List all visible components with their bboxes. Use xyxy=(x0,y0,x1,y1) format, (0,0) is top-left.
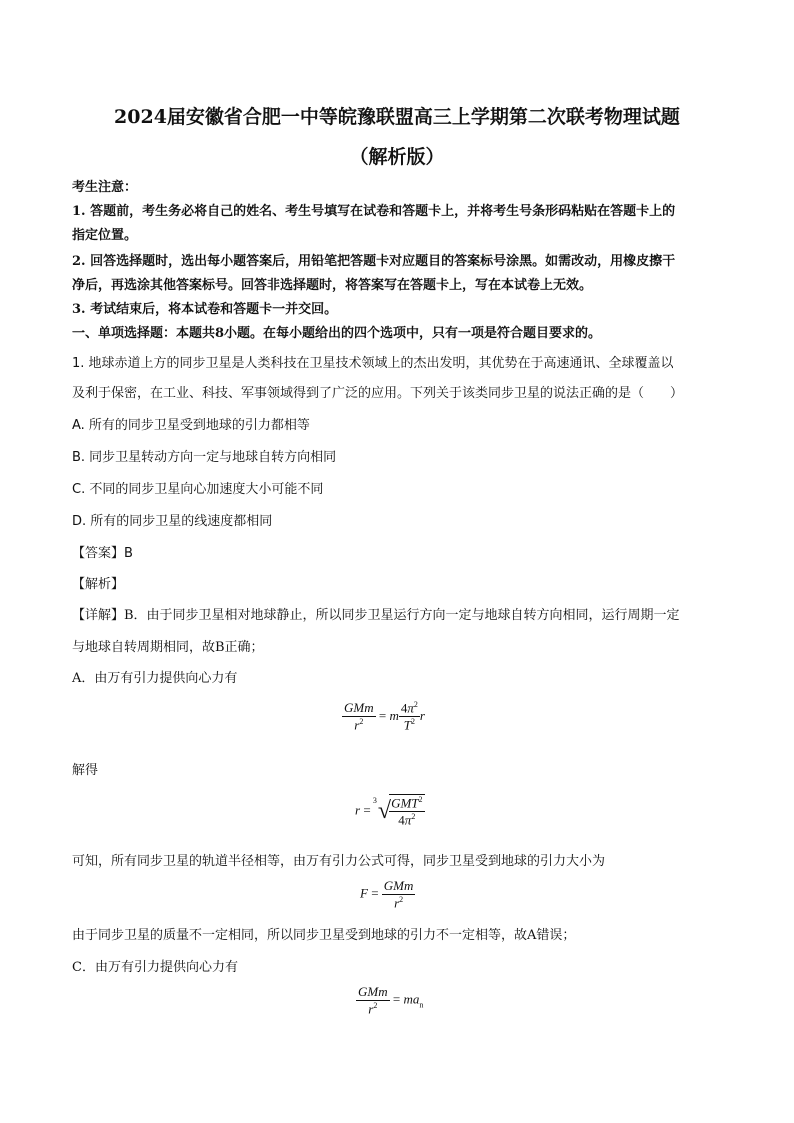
equation-centripetal-acceleration: $\frac{\text{GMm}}{r^2}$ = $ma_n$ xyxy=(358,984,424,1017)
notice-heading: 考生注意： xyxy=(72,180,138,195)
option-d: D. 所有的同步卫星的线速度都相同 xyxy=(72,514,273,529)
option-c: C. 不同的同步卫星向心加速度大小可能不同 xyxy=(72,482,324,497)
section-heading: 一、单项选择题：本题共8小题。在每小题给出的四个选项中，只有一项是符合题目要求的。 xyxy=(72,326,602,341)
question-1-stem-cont: 及利于保密，在工业、科技、军事领域得到了广泛的应用。下列关于该类同步卫星的说法正确的是（ ） xyxy=(72,386,684,401)
question-1-stem: 1. 地球赤道上方的同步卫星是人类科技在卫星技术领域上的杰出发明，其优势在于高速通讯、全球覆盖以 xyxy=(72,356,674,371)
notice-item-3: 3. 考试结束后，将本试卷和答题卡一并交回。 xyxy=(72,302,338,317)
paper-subtitle: （解析版） xyxy=(349,146,445,168)
option-b: B. 同步卫星转动方向一定与地球自转方向相同 xyxy=(72,450,337,465)
notice-item-2-cont: 净后，再选涂其他答案标号。回答非选择题时，将答案写在答题卡上，写在本试卷上无效。 xyxy=(72,278,593,293)
option-a: A. 所有的同步卫星受到地球的引力都相等 xyxy=(72,418,310,433)
analysis-heading: 【解析】 xyxy=(72,577,125,592)
notice-item-1-cont: 指定位置。 xyxy=(72,228,138,243)
answer-label: 【答案】B xyxy=(72,546,133,561)
detail-line-cont: 与地球自转周期相同，故B正确； xyxy=(72,640,264,655)
detail-line: 【详解】B．由于同步卫星相对地球静止，所以同步卫星运行方向一定与地球自转方向相同，运行周期一定 xyxy=(72,608,680,623)
radius-conclusion: 可知，所有同步卫星的轨道半径相等，由万有引力公式可得，同步卫星受到地球的引力大小为 xyxy=(72,854,606,869)
paper-title: 2024届安徽省合肥一中等皖豫联盟高三上学期第二次联考物理试题 xyxy=(114,106,680,128)
equation-gravity-force: F = $\frac{\text{GMm}}{r^2}$ xyxy=(360,878,414,911)
solve-label: 解得 xyxy=(72,763,99,778)
notice-item-1: 1. 答题前，考生务必将自己的姓名、考生号填写在试卷和答题卡上，并将考生号条形码粘贴在答题卡上的 xyxy=(72,204,676,219)
equation-orbit-radius: r = 3 √ $\frac{GMT^2}{4\pi^2}$ xyxy=(355,795,423,828)
option-a-analysis: A．由万有引力提供向心力有 xyxy=(72,671,238,686)
notice-item-2: 2. 回答选择题时，选出每小题答案后，用铅笔把答题卡对应题目的答案标号涂黑。如需改动，用橡皮擦干 xyxy=(72,254,676,269)
option-c-analysis: C．由万有引力提供向心力有 xyxy=(72,960,238,975)
equation-gravity-period: $\frac{\text{GMm}}{r^2}$ = m $\frac{4\pi^2}{T^2}$ r xyxy=(344,700,425,733)
option-a-conclusion: 由于同步卫星的质量不一定相同，所以同步卫星受到地球的引力不一定相等，故A错误； xyxy=(72,928,576,943)
